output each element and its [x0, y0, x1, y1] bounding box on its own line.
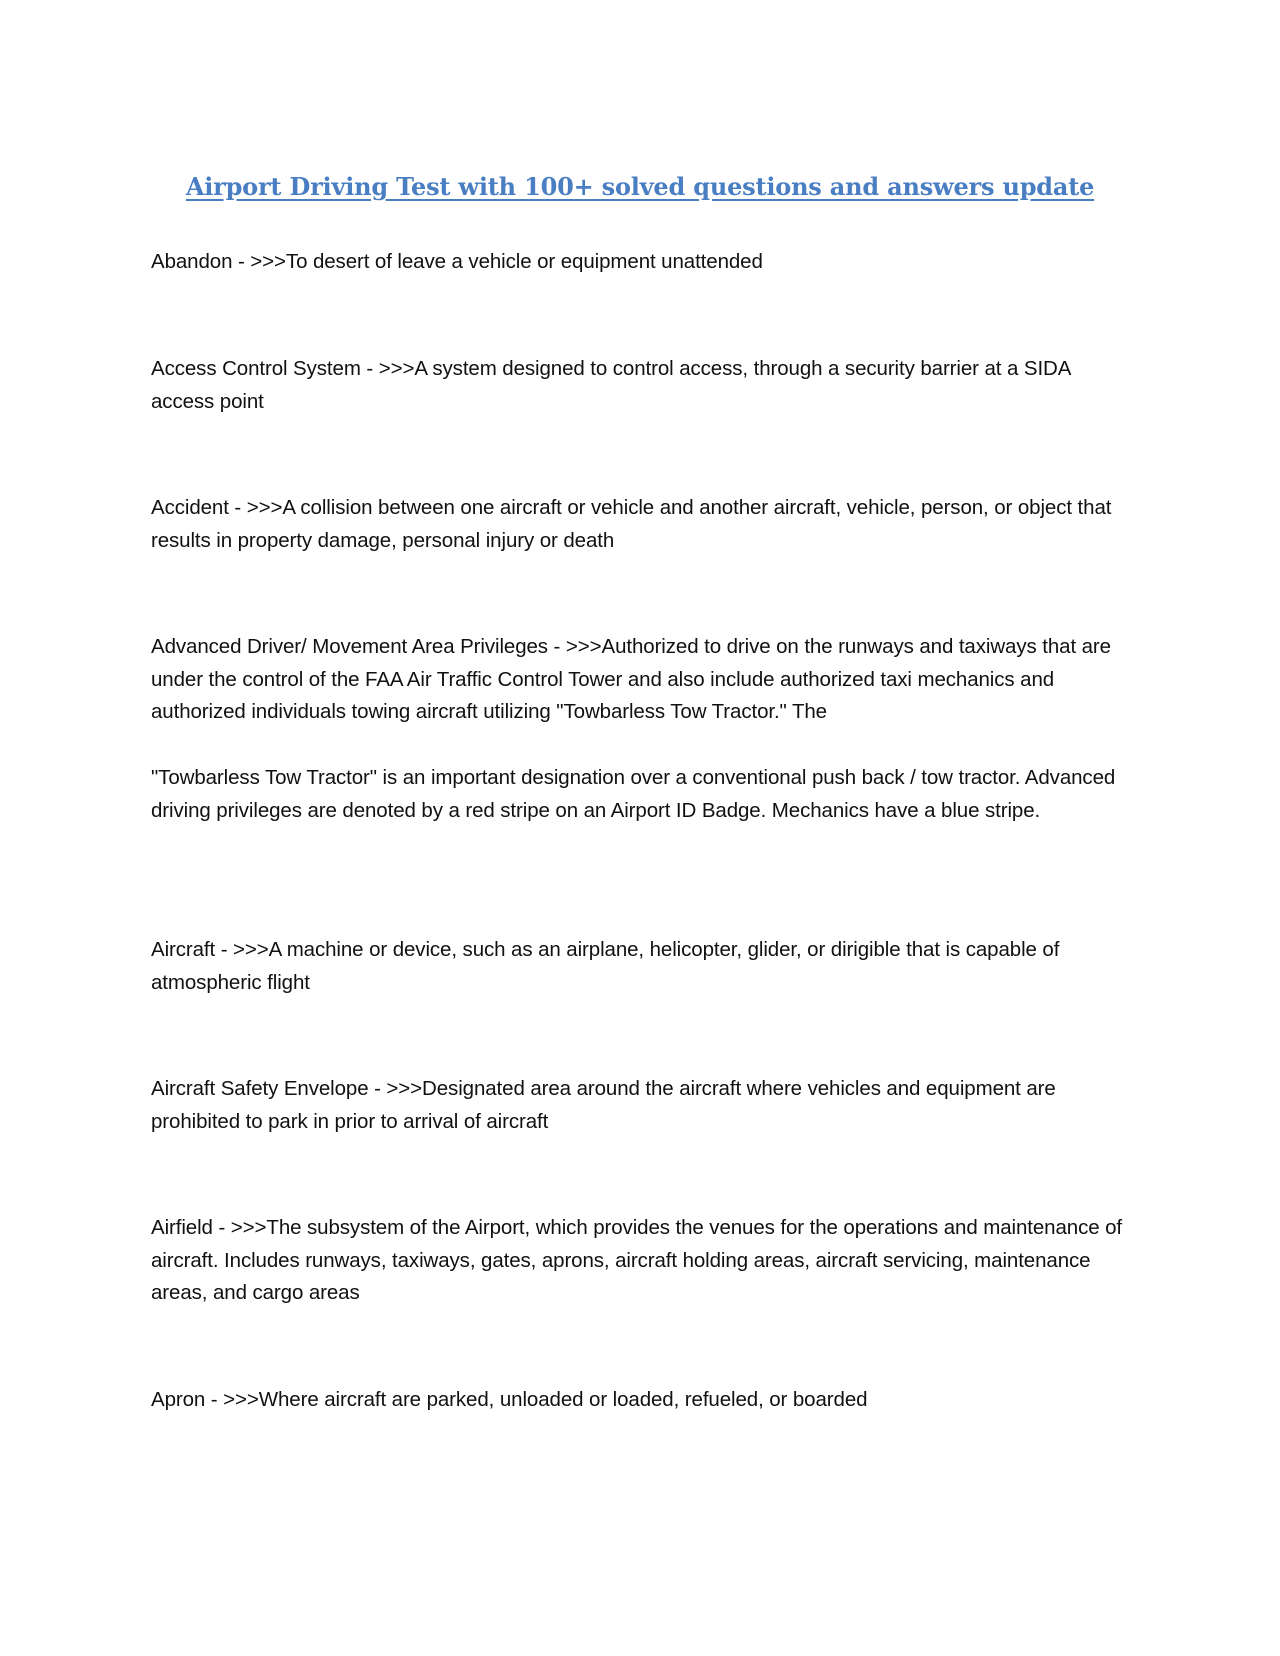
entry-aircraft-safety-envelope: Aircraft Safety Envelope - >>>Designated area around the aircraft where vehicles and equipment are prohibited to park in prior to arrival of aircraft — [151, 1077, 1056, 1133]
entry-accident: Accident - >>>A collision between one aircraft or vehicle and another aircraft, vehicle, person, or object that results in property damage, personal injury or death — [151, 496, 1112, 552]
entry-aircraft: Aircraft - >>>A machine or device, such as an airplane, helicopter, glider, or dirigible that is capable of atmospheric flight — [151, 938, 1060, 994]
entry-towbarless-tow-tractor: "Towbarless Tow Tractor" is an important designation over a conventional push back / tow tractor. Advanced driving privileges are denoted by a red stripe on an Airport ID Badge. Mechanics have a blue stripe. — [151, 766, 1116, 822]
document-title: Airport Driving Test with 100+ solved questions and answers update — [185, 172, 1095, 201]
entry-advanced-driver: Advanced Driver/ Movement Area Privileges - >>>Authorized to drive on the runways and taxiways that are under the control of the FAA Air Traffic Control Tower and also include authorized taxi mechanics and authorized individuals towing aircraft utilizing "Towbarless Tow Tractor." The — [151, 635, 1111, 723]
entry-airfield: Airfield - >>>The subsystem of the Airport, which provides the venues for the operations and maintenance of aircraft. Includes runways, taxiways, gates, aprons, aircraft holding areas, aircraft servicing, maintenance areas, and cargo areas — [151, 1216, 1123, 1304]
entry-access-control-system: Access Control System - >>>A system designed to control access, through a security barrier at a SIDA access point — [151, 357, 1071, 413]
entry-abandon: Abandon - >>>To desert of leave a vehicle or equipment unattended — [151, 250, 763, 273]
entry-apron: Apron - >>>Where aircraft are parked, unloaded or loaded, refueled, or boarded — [151, 1388, 868, 1411]
